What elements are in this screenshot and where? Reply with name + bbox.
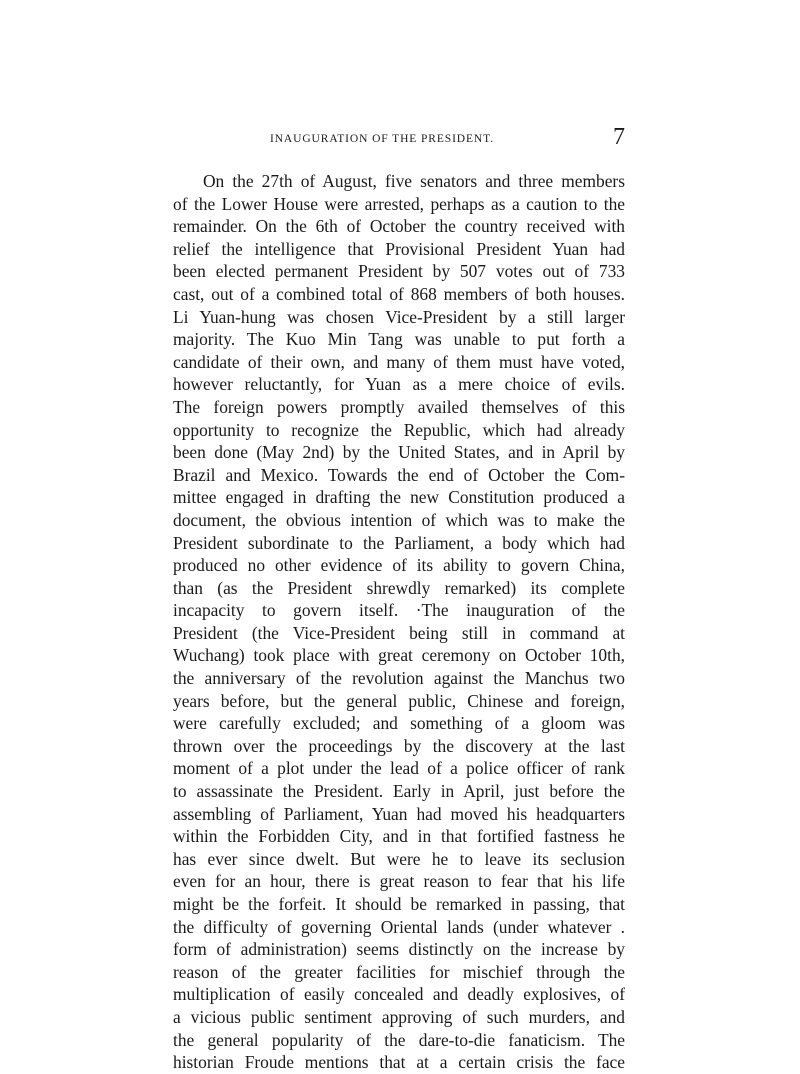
text-line: produced no other evidence of its ability to govern China,: [173, 555, 625, 576]
text-line: the general popularity of the dare-to-die fanaticism. The: [173, 1029, 625, 1050]
text-line: opportunity to recognize the Republic, which had already: [173, 419, 625, 440]
text-line: incapacity to govern itself. ·The inauguration of the: [173, 600, 625, 621]
text-line: assembling of Parliament, Yuan had moved his headquarters: [173, 803, 625, 824]
text-line: majority. The Kuo Min Tang was unable to put forth a: [173, 329, 625, 350]
text-line: thrown over the proceedings by the discovery at the last: [173, 735, 625, 756]
text-line: Li Yuan-hung was chosen Vice-President by a still larger: [173, 306, 625, 327]
text-line: form of administration) seems distinctly on the increase by: [173, 939, 625, 960]
text-line: relief the intelligence that Provisional President Yuan had: [173, 238, 625, 259]
text-line: Brazil and Mexico. Towards the end of October the Com-: [173, 464, 625, 485]
text-line: within the Forbidden City, and in that fortified fastness he: [173, 826, 625, 847]
text-line: candidate of their own, and many of them must have voted,: [173, 351, 625, 372]
text-line: the difficulty of governing Oriental lands (under whatever .: [173, 916, 625, 937]
text-line: a vicious public sentiment approving of such murders, and: [173, 1006, 625, 1027]
text-line: has ever since dwelt. But were he to leave its seclusion: [173, 848, 625, 869]
text-line: might be the forfeit. It should be remarked in passing, that: [173, 894, 625, 914]
text-line: reason of the greater facilities for mischief through the: [173, 961, 625, 982]
body-paragraph: [173, 170, 625, 1074]
text-line: the anniversary of the revolution against the Manchus two: [173, 668, 625, 689]
text-line: mittee engaged in drafting the new Constitution produced a: [173, 487, 625, 508]
text-line: remainder. On the 6th of October the country received with: [173, 216, 625, 237]
text-line: even for an hour, there is great reason to fear that his life: [173, 871, 625, 892]
text-line: On the 27th of August, five senators and three members: [203, 171, 625, 191]
text-line: were carefully excluded; and something of a gloom was: [173, 713, 625, 734]
text-line: multiplication of easily concealed and deadly explosives, of: [173, 984, 625, 1005]
text-line: Wuchang) took place with great ceremony on October 10th,: [173, 645, 625, 666]
text-line: moment of a plot under the lead of a police officer of rank: [173, 758, 625, 779]
text-line: been elected permanent President by 507 votes out of 733: [173, 261, 625, 282]
text-line: however reluctantly, for Yuan as a mere choice of evils.: [173, 374, 625, 395]
text-line: than (as the President shrewdly remarked) its complete: [173, 577, 625, 598]
text-line: cast, out of a combined total of 868 members of both houses.: [173, 283, 625, 304]
text-line: historian Froude mentions that at a certain crisis the face: [173, 1052, 625, 1073]
text-line: to assassinate the President. Early in April, just before the: [173, 781, 625, 802]
text-line: been done (May 2nd) by the United States, and in April by: [173, 442, 625, 463]
running-head: INAUGURATION OF THE PRESIDENT.: [270, 133, 494, 145]
text-line: years before, but the general public, Chinese and foreign,: [173, 690, 625, 711]
text-line: President subordinate to the Parliament, a body which had: [173, 532, 625, 553]
text-line: The foreign powers promptly availed themselves of this: [173, 396, 625, 417]
text-line: of the Lower House were arrested, perhaps as a caution to the: [173, 193, 625, 214]
page-number: 7: [613, 124, 625, 150]
text-line: document, the obvious intention of which was to make the: [173, 509, 625, 530]
text-line: President (the Vice-President being still in command at: [173, 622, 625, 643]
